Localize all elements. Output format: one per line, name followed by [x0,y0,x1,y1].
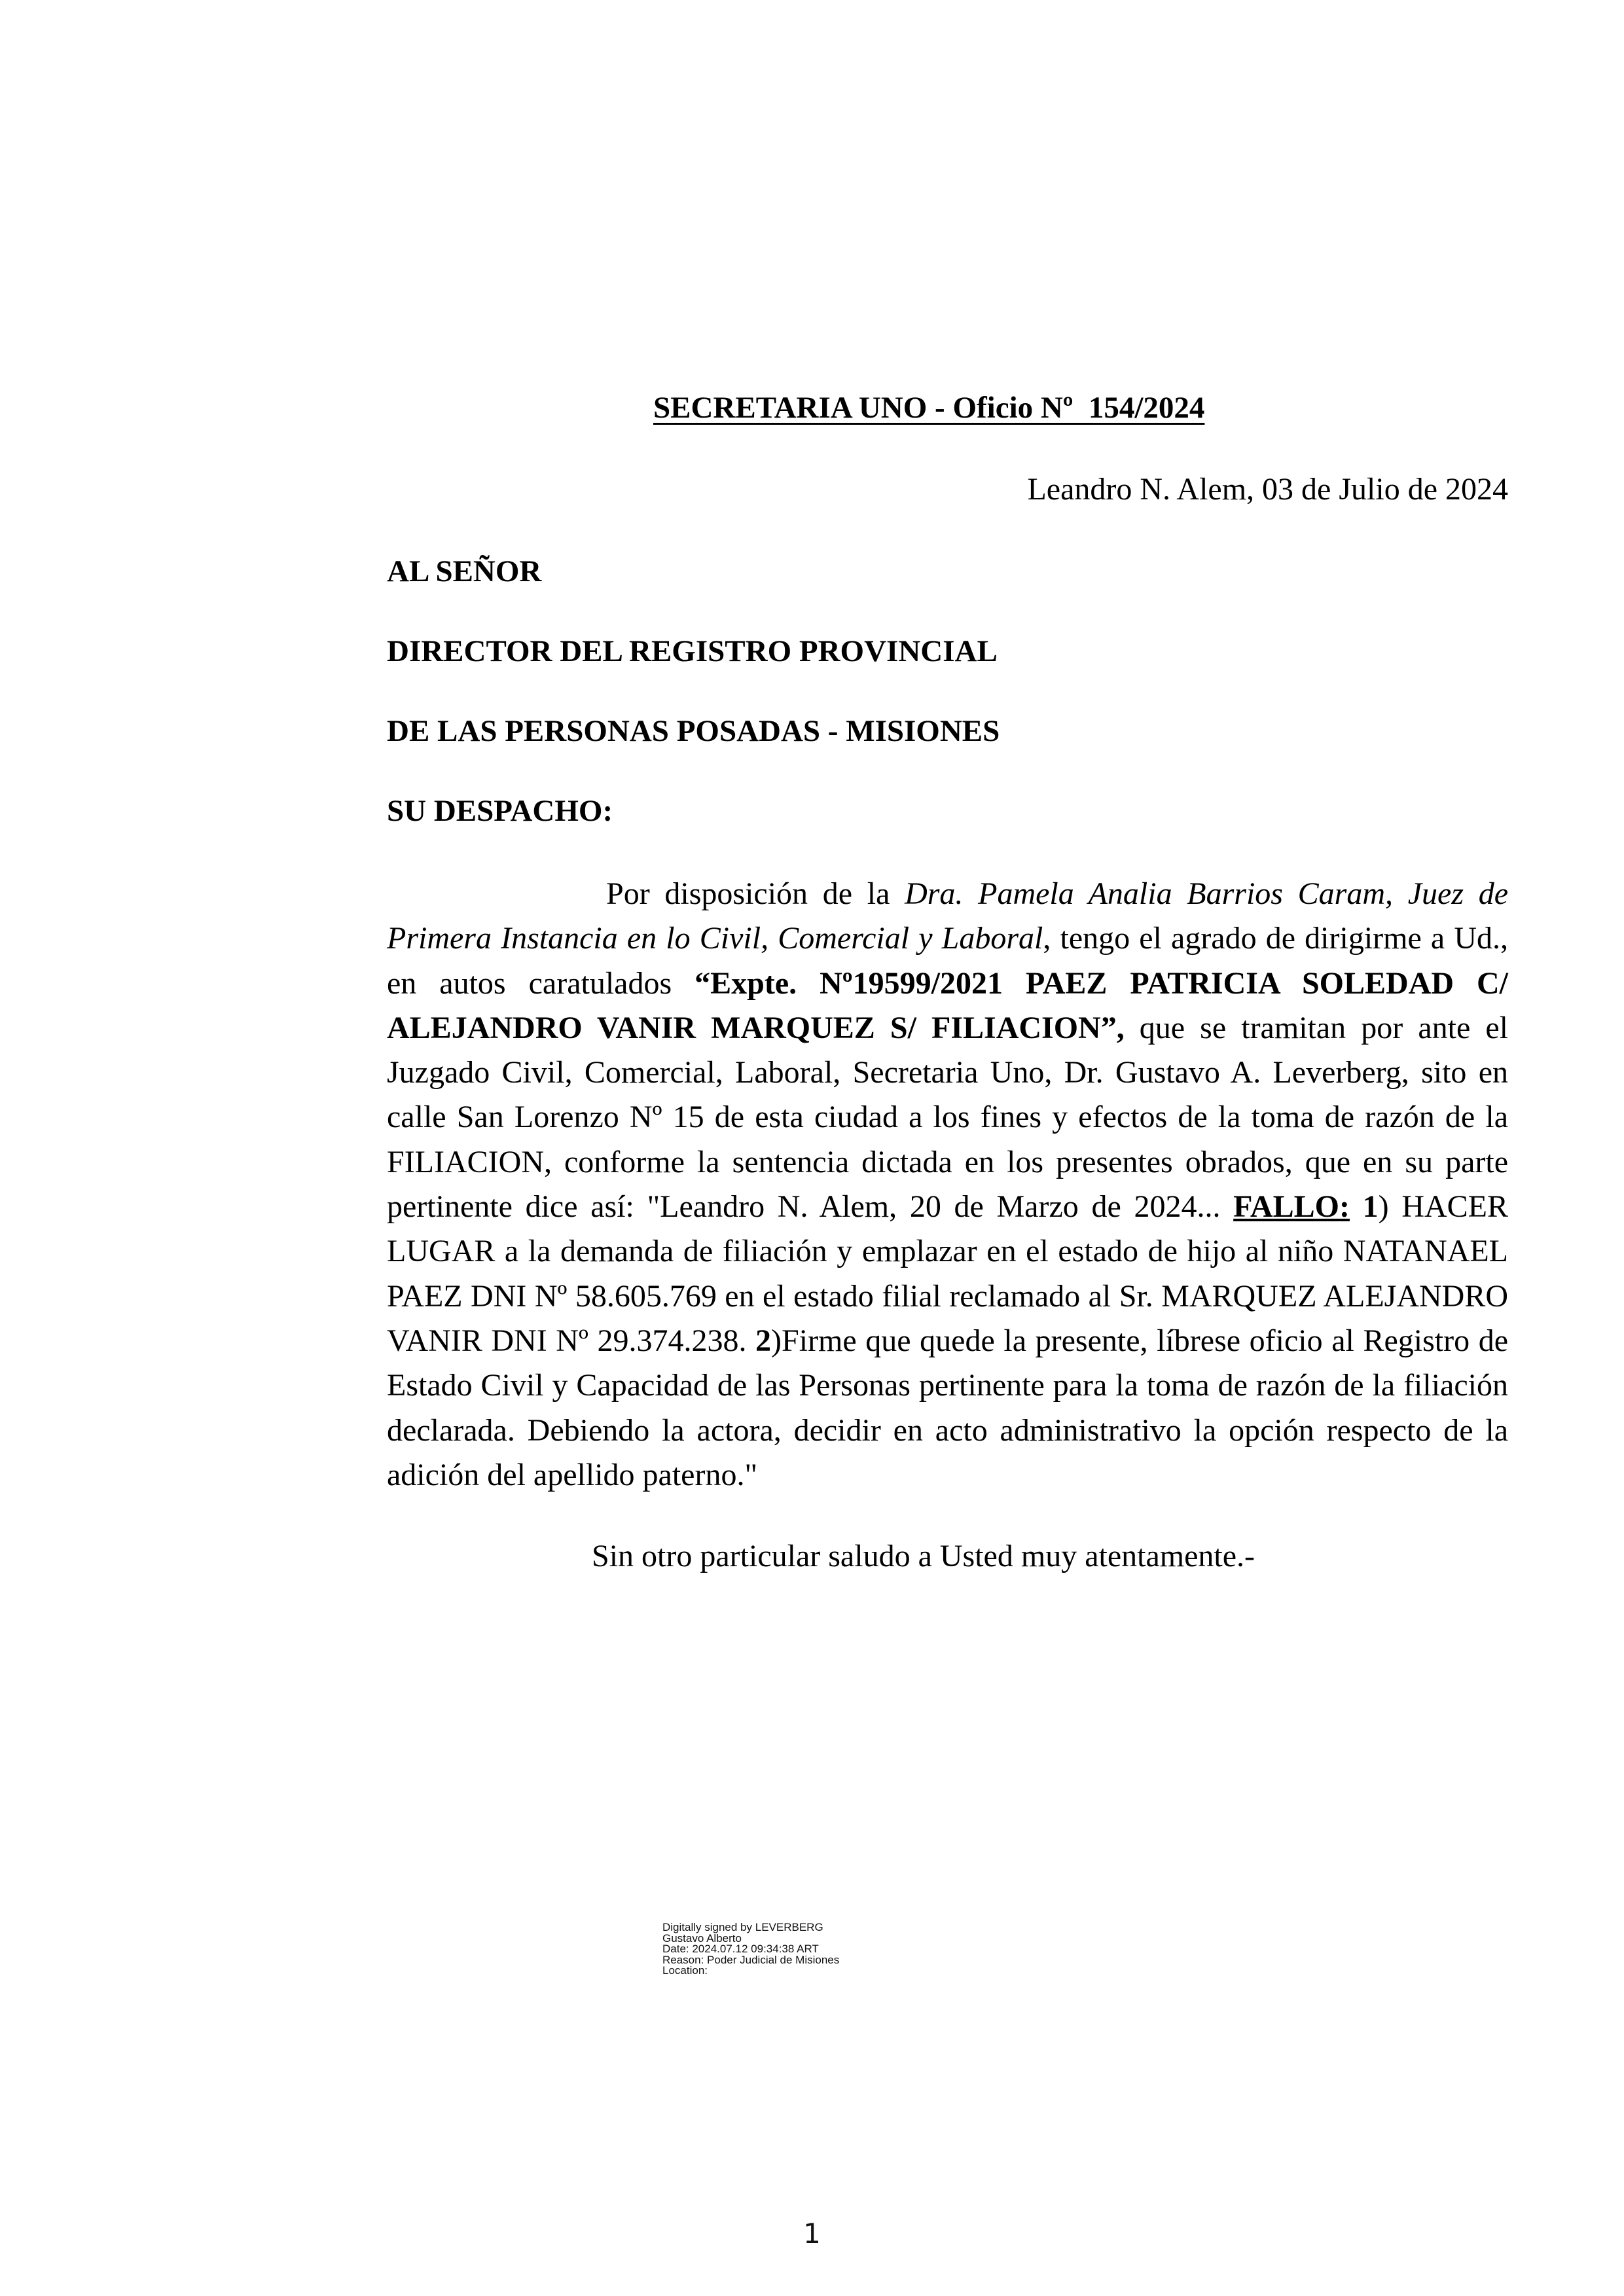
closing-line: Sin otro particular saludo a Usted muy atentamente.- [592,1539,1255,1573]
signature-line-2: Gustavo Alberto [662,1931,742,1945]
signature-line-5: Location: [662,1964,708,1977]
body-segment: que se tramitan por ante el Juzgado Civil, Comercial, Laboral, Secretaria Uno, Dr. Gustavo A. Leverberg, sito en calle San Lorenzo Nº 15 de esta ciudad a los fines y efectos de la toma de razón de la FILIACION, conforme la sentencia dictada en los presentes obrados, que en su parte pertinente dice así: "Leandro N. Alem, 20 de Marzo de 2024... [387,1010,1508,1225]
ruling-number-2: 2 [755,1323,772,1358]
ruling-text-2: )Firme que quede la presente, líbrese oficio al Registro de Estado Civil y Capacidad de las Personas pertinente para la toma de razón de la filiación declarada. Debiendo la actora, decidir en acto administrativo la opción respecto de la adición del apellido paterno." [387,1323,1508,1492]
signature-line-3: Date: 2024.07.12 09:34:38 ART [662,1943,819,1955]
place-date: Leandro N. Alem, 03 de Julio de 2024 [1027,472,1508,507]
fallo-heading: FALLO: [1233,1189,1350,1225]
signature-line-1: Digitally signed by LEVERBERG [662,1921,823,1933]
body-segment: Por disposición de la [606,876,905,911]
body-paragraph [387,872,1508,1498]
signature-line-4: Reason: Poder Judicial de Misiones [662,1953,840,1966]
body-segment [1350,1189,1363,1224]
case-caption: “Expte. Nº19599/2021 PAEZ PATRICIA SOLEDAD C/ ALEJANDRO VANIR MARQUEZ S/ FILIACION”, [387,965,1508,1045]
addressee-line-1: AL SEÑOR [387,554,542,588]
document-title: SECRETARIA UNO - Oficio Nº 154/2024 [653,391,1205,425]
addressee-line-3: DE LAS PERSONAS POSADAS - MISIONES [387,714,1000,748]
addressee-line-4: SU DESPACHO: [387,794,613,828]
digital-signature-block [662,1922,839,1977]
judge-name: Dra. Pamela Analia Barrios Caram, Juez de Primera Instancia en lo Civil, Comercial y Laboral [387,876,1508,956]
addressee-line-2: DIRECTOR DEL REGISTRO PROVINCIAL [387,634,998,668]
body-segment: , tengo el agrado de dirigirme a Ud., en autos caratulados [387,921,1509,1001]
ruling-number-1: 1 [1362,1189,1379,1225]
ruling-text-1: ) HACER LUGAR a la demanda de filiación y emplazar en el estado de hijo al niño NATANAEL PAEZ DNI Nº 58.605.769 en el estado filial reclamado al Sr. MARQUEZ ALEJANDRO VANIR DNI Nº 29.374.238. [387,1189,1509,1358]
page-number: 1 [803,2217,821,2250]
